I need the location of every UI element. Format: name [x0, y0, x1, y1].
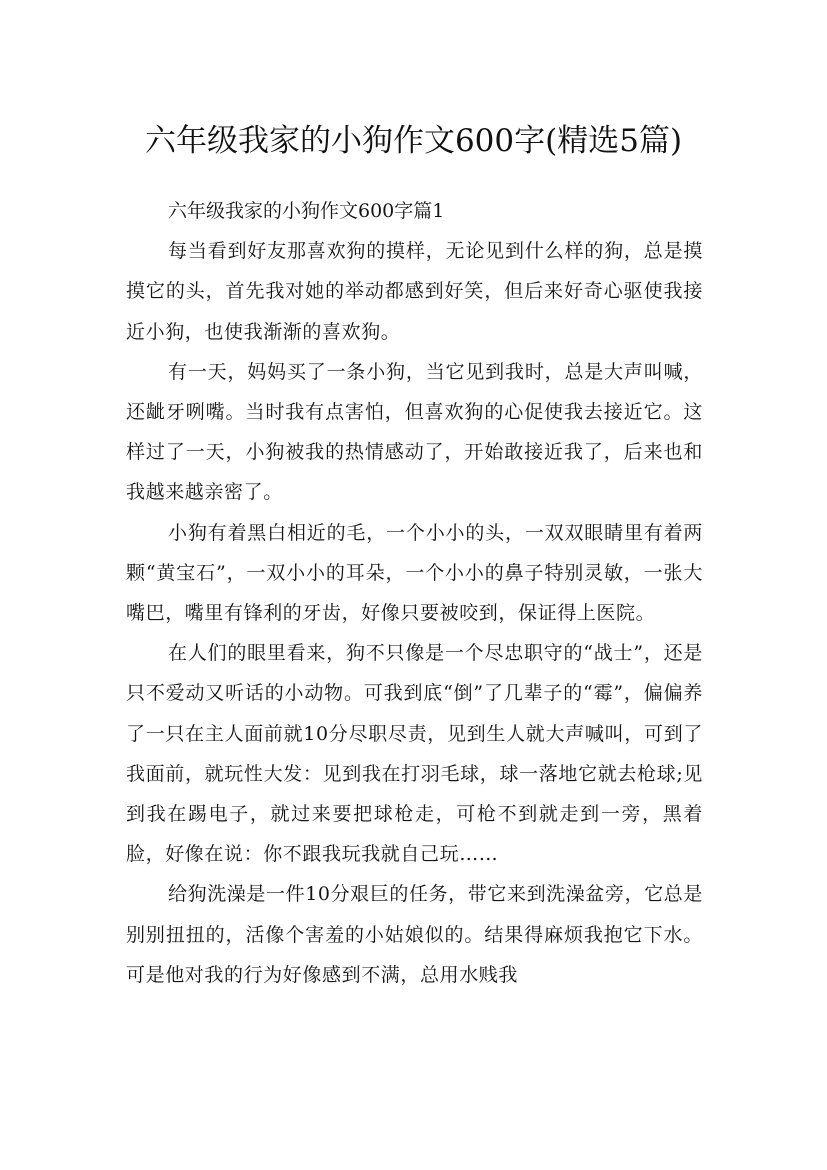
document-body [126, 191, 703, 995]
paragraph: 小狗有着黑白相近的毛，一个小小的头，一双双眼睛里有着两颗“黄宝石”，一双小小的耳朵，一个小小的鼻子特别灵敏，一张大嘴巴，嘴里有锋利的牙齿，好像只要被咬到，保证得上医院。 [126, 521, 703, 625]
document-title: 六年级我家的小狗作文600字(精选5篇) [144, 122, 683, 159]
paragraph: 在人们的眼里看来，狗不只像是一个尽忠职守的“战士”，还是只不爱动又听话的小动物。可我到底“倒”了几辈子的“霉”，偏偏养了一只在主人面前就10分尽职尽责，见到生人就大声喊叫，可到了我面前，就玩性大发：见到我在打羽毛球，球一落地它就去枪球;见到我在踢电子，就过来要把球枪走，可枪不到就走到一旁，黑着脸，好像在说：你不跟我玩我就自己玩…… [126, 642, 703, 866]
paragraph: 给狗洗澡是一件10分艰巨的任务，带它来到洗澡盆旁，它总是别别扭扭的，活像个害羞的小姑娘似的。结果得麻烦我抱它下水。可是他对我的行为好像感到不满，总用水贱我 [126, 883, 703, 986]
paragraph: 每当看到好友那喜欢狗的摸样，无论见到什么样的狗，总是摸摸它的头，首先我对她的举动都感到好笑，但后来好奇心驱使我接近小狗，也使我渐渐的喜欢狗。 [126, 240, 703, 343]
paragraph: 有一天，妈妈买了一条小狗，当它见到我时，总是大声叫喊，还龇牙咧嘴。当时我有点害怕，但喜欢狗的心促使我去接近它。这样过了一天，小狗被我的热情感动了，开始敢接近我了，后来也和我越来越亲密了。 [126, 360, 703, 504]
essay-subheading: 六年级我家的小狗作文600字篇1 [168, 200, 445, 222]
